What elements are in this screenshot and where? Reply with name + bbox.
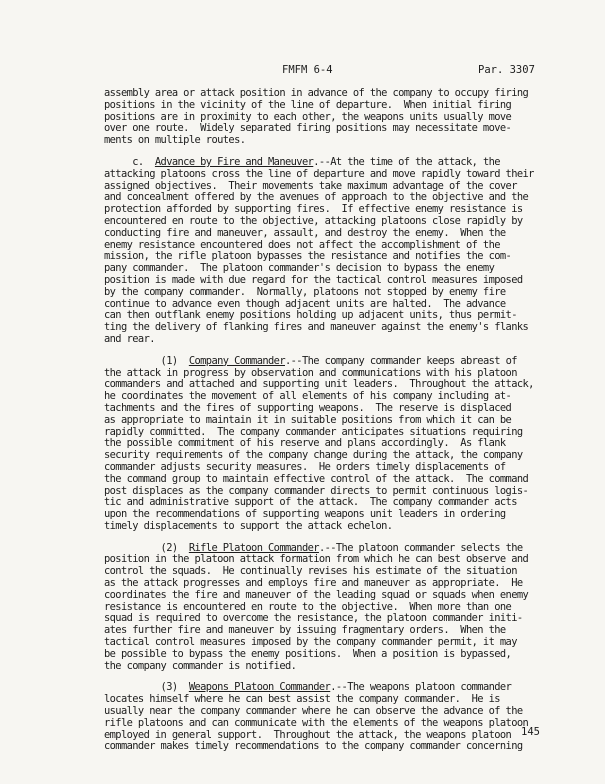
paragraph-heading-rest: .--At the time of the attack, the bbox=[313, 155, 500, 168]
text-line: conducting fire and maneuver, assault, and destroy the enemy. When the bbox=[104, 226, 506, 239]
text-line: enemy resistance encountered does not affect the accomplishment of the bbox=[104, 238, 500, 251]
text-line: commanders and attached and supporting unit leaders. Throughout the attack, bbox=[104, 378, 534, 391]
paragraph-heading-rest: .--The weapons platoon commander bbox=[330, 681, 512, 694]
text-line: the command group to maintain effective control of the attack. The command bbox=[104, 472, 529, 485]
text-line: rapidly committed. The company commander anticipates situations requiring bbox=[104, 425, 523, 438]
paragraph-lead: (1) bbox=[104, 354, 189, 367]
text-line: position in the platoon attack formation from which he can best observe and bbox=[104, 553, 529, 566]
text-line: be possible to bypass the enemy positions. When a position is bypassed, bbox=[104, 647, 512, 660]
document-id: FMFM 6-4 bbox=[282, 64, 333, 76]
text-line: the attack in progress by observation and communications with his platoon bbox=[104, 366, 517, 379]
paragraph-p3 bbox=[104, 543, 548, 673]
text-line: tachments and the fires of supporting weapons. The reserve is displaced bbox=[104, 401, 512, 414]
text-line: commander adjusts security measures. He orders timely displacements of bbox=[104, 460, 506, 473]
text-line: as appropriate to maintain it in suitable positions from which it can be bbox=[104, 413, 512, 426]
text-line: commander makes timely recommendations to the company commander concerning bbox=[104, 740, 523, 753]
text-line: pany commander. The platoon commander's decision to bypass the enemy bbox=[104, 262, 495, 275]
text-line: position is made with due regard for the tactical control measures imposed bbox=[104, 273, 523, 286]
paragraph-p2 bbox=[104, 356, 548, 533]
text-line: coordinates the fire and maneuver of the leading squad or squads when enemy bbox=[104, 588, 529, 601]
document-body bbox=[104, 88, 548, 753]
paragraph-p1 bbox=[104, 157, 548, 346]
text-line: upon the recommendations of supporting weapons unit leaders in ordering bbox=[104, 508, 506, 521]
page-header bbox=[0, 64, 605, 78]
text-line: can then outflank enemy positions holding up adjacent units, thus permit- bbox=[104, 309, 517, 322]
text-line: rifle platoons and can communicate with the elements of the weapons platoon bbox=[104, 716, 529, 729]
text-line: he coordinates the movement of all elements of his company including at- bbox=[104, 390, 512, 403]
text-line: encountered en route to the objective, attacking platoons close rapidly by bbox=[104, 214, 523, 227]
text-line: control the squads. He continually revises his estimate of the situation bbox=[104, 565, 517, 578]
paragraph-lead: (3) bbox=[104, 681, 189, 694]
text-line: the possible commitment of his reserve and plans accordingly. As flank bbox=[104, 437, 506, 450]
text-line: usually near the company commander where he can observe the advance of the bbox=[104, 705, 523, 718]
paragraph-heading-line bbox=[104, 356, 548, 368]
text-line: over one route. Widely separated firing positions may necessitate move- bbox=[104, 122, 512, 135]
text-line: tic and administrative support of the attack. The company commander acts bbox=[104, 496, 517, 509]
text-line: and concealment offered by the avenues of approach to the objective and the bbox=[104, 191, 529, 204]
paragraph-lead: c. bbox=[104, 155, 155, 168]
paragraph-p0 bbox=[104, 88, 548, 147]
text-line: continue to advance even though adjacent units are halted. The advance bbox=[104, 297, 506, 310]
text-line: mission, the rifle platoon bypasses the resistance and notifies the com- bbox=[104, 250, 512, 263]
paragraph-heading-line bbox=[104, 157, 548, 169]
text-line: the company commander is notified. bbox=[104, 659, 297, 672]
text-line: assigned objectives. Their movements take maximum advantage of the cover bbox=[104, 179, 517, 192]
text-line: protection afforded by supporting fires. If effective enemy resistance is bbox=[104, 203, 523, 216]
text-line: security requirements of the company change during the attack, the company bbox=[104, 449, 523, 462]
text-line: tactical control measures imposed by the company commander permit, it may bbox=[104, 636, 517, 649]
paragraph-title: Company Commander bbox=[188, 354, 285, 367]
text-line: and rear. bbox=[104, 332, 155, 345]
text-line: squad is required to overcome the resistance, the platoon commander initi- bbox=[104, 612, 523, 625]
paragraph-title: Weapons Platoon Commander bbox=[188, 681, 331, 694]
text-line: as the attack progresses and employs fire and maneuver as appropriate. He bbox=[104, 577, 523, 590]
paragraph-number: Par. 3307 bbox=[478, 64, 535, 76]
text-line: ting the delivery of flanking fires and maneuver against the enemy's flanks bbox=[104, 321, 529, 334]
text-line: locates himself where he can best assist the company commander. He is bbox=[104, 693, 500, 706]
text-line: ates further fire and maneuver by issuing fragmentary orders. When the bbox=[104, 624, 506, 637]
text-line: post displaces as the company commander directs to permit continuous logis- bbox=[104, 484, 529, 497]
paragraph-title: Rifle Platoon Commander bbox=[188, 541, 319, 554]
paragraph-p4 bbox=[104, 682, 548, 753]
paragraph-heading-rest: .--The platoon commander selects the bbox=[318, 541, 523, 554]
text-line: timely displacements to support the attack echelon. bbox=[104, 519, 393, 532]
paragraph-heading-rest: .--The company commander keeps abreast of bbox=[285, 354, 517, 367]
text-line: resistance is encountered en route to the objective. When more than one bbox=[104, 600, 512, 613]
text-line: assembly area or attack position in advance of the company to occupy firing bbox=[104, 87, 529, 99]
text-line: ments on multiple routes. bbox=[104, 134, 246, 147]
text-line: by the company commander. Normally, platoons not stopped by enemy fire bbox=[104, 285, 506, 298]
paragraph-title: Advance by Fire and Maneuver bbox=[154, 155, 314, 168]
text-line: employed in general support. Throughout the attack, the weapons platoon bbox=[104, 728, 512, 741]
text-line: positions in the vicinity of the line of departure. When initial firing bbox=[104, 98, 512, 111]
page-number: 145 bbox=[521, 726, 540, 738]
paragraph-lead: (2) bbox=[104, 541, 189, 554]
text-line: positions are in proximity to each other, the weapons units usually move bbox=[104, 110, 512, 123]
text-line: attacking platoons cross the line of departure and move rapidly toward their bbox=[104, 167, 534, 180]
